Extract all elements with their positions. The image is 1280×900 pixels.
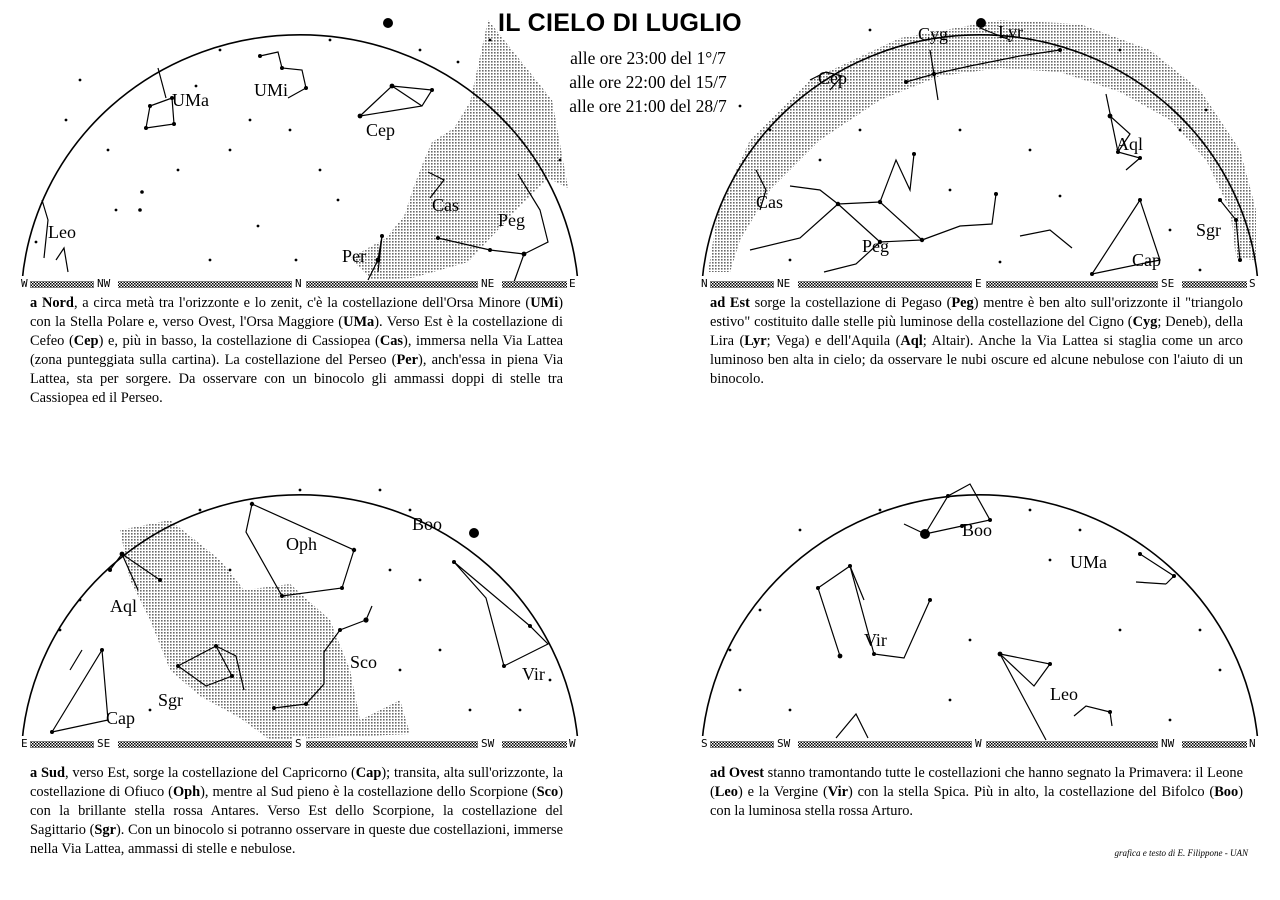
description-bold: Leo	[714, 784, 738, 800]
direction-label: NW	[97, 277, 111, 290]
constellation-lines	[818, 484, 1174, 740]
description-bold: Per	[396, 352, 419, 368]
west-description	[710, 764, 1243, 821]
description-text: ) mentre è ben alto sull'orizzonte il "triangolo estivo" costituito dalle stelle più luminose della costellazione del Cigno (	[710, 295, 1243, 330]
direction-label: S	[1249, 277, 1256, 290]
direction-label: NE	[777, 277, 791, 290]
constellation-label: Cep	[818, 68, 847, 88]
horizon-directions	[20, 736, 579, 750]
description-text: ) con la luminosa stella rossa Arturo.	[710, 784, 1243, 819]
constellation-label: Boo	[412, 514, 443, 534]
description-bold: Lyr	[744, 333, 767, 349]
description-text: ; Altair). Anche la Via Lattea si staglia come un arco luminoso ben alta in cielo; da osservare le nubi oscure ed alcune nebulose con l'aiuto di un binocolo.	[710, 333, 1243, 387]
constellation-label: Sgr	[158, 690, 184, 710]
description-bold: Sco	[536, 784, 559, 800]
constellation-label: Vir	[864, 630, 887, 650]
direction-label: SW	[481, 737, 495, 750]
direction-label: S	[295, 737, 302, 750]
description-text: ), mentre al Sud pieno è la costellazione dello Scorpione (	[200, 784, 537, 800]
description-text: ) e la Vergine (	[737, 784, 828, 800]
credit-line: grafica e testo di E. Filippone - UAN	[1114, 848, 1248, 858]
description-text: sorge la costellazione di Pegaso (	[749, 295, 952, 311]
constellation-label: UMi	[254, 80, 289, 100]
page-title: IL CIELO DI LUGLIO	[498, 9, 742, 37]
description-text: ); transita, alta sull'orizzonte, la costellazione di Ofiuco (	[30, 765, 563, 800]
constellation-label: Aql	[110, 596, 137, 616]
description-bold: Cyg	[1132, 314, 1158, 330]
constellation-label: Sco	[350, 652, 377, 672]
direction-label: W	[975, 737, 982, 750]
constellation-labels	[864, 520, 1107, 704]
direction-label: E	[975, 277, 982, 290]
description-text: ). Con un binocolo si potranno osservare in queste due costellazioni, immerse nella Via Lattea, ammassi di stelle e nebulose.	[30, 822, 564, 857]
south-description	[30, 764, 563, 859]
east-panel	[700, 10, 1260, 290]
constellation-label: Cap	[106, 708, 135, 728]
description-text: ) e, più in basso, la costellazione di Cassiopea (	[98, 333, 380, 349]
description-bold: ad Ovest	[710, 765, 764, 781]
constellation-label: Leo	[48, 222, 76, 242]
description-bold: Boo	[1214, 784, 1239, 800]
description-text: ) con la brillante stella rossa Antares. Verso Est dello Scorpione, la costellazione del Sagittario (	[30, 784, 563, 838]
description-bold: Aql	[900, 333, 923, 349]
description-text: ; Vega) e dell'Aquila (	[766, 333, 901, 349]
description-bold: Cap	[355, 765, 382, 781]
horizon-directions	[700, 736, 1259, 750]
direction-label: SE	[97, 737, 111, 750]
constellation-label: Cep	[366, 120, 395, 140]
north-sky-map	[20, 10, 580, 290]
milky-way	[350, 20, 568, 280]
east-description	[710, 294, 1243, 389]
horizon-directions	[700, 276, 1259, 290]
west-panel	[700, 470, 1260, 750]
constellation-label: Cap	[1132, 250, 1161, 270]
description-text: , verso Est, sorge la costellazione del Capricorno (	[65, 765, 356, 781]
east-sky-map	[700, 10, 1260, 290]
description-text: stanno tramontando tutte le costellazioni che hanno segnato la Primavera: il Leone (	[710, 765, 1243, 800]
description-bold: Oph	[172, 784, 201, 800]
direction-label: N	[1249, 737, 1256, 750]
description-text: ; Deneb), della Lira (	[710, 314, 1243, 349]
constellation-label: Per	[342, 246, 366, 266]
constellation-label: Oph	[286, 534, 317, 554]
constellation-label: Aql	[1116, 134, 1143, 154]
south-panel	[20, 470, 580, 750]
direction-label: W	[569, 737, 576, 750]
description-bold: ad Est	[710, 295, 750, 311]
direction-label: W	[21, 277, 28, 290]
description-text: ). Verso Est è la costellazione di Cefeo (	[30, 314, 563, 349]
description-text: ) con la Stella Polare e, verso Ovest, l'Orsa Maggiore (	[30, 295, 563, 330]
direction-label: NE	[481, 277, 495, 290]
milky-way	[708, 20, 1256, 272]
constellation-label: UMa	[1070, 552, 1107, 572]
direction-label: SE	[1161, 277, 1175, 290]
description-bold: UMi	[530, 295, 559, 311]
description-bold: a Sud	[30, 765, 66, 781]
description-text: ) con la stella Spica. Più in alto, la costellazione del Bifolco (	[848, 784, 1215, 800]
south-sky-map	[20, 470, 580, 750]
time-line-2: alle ore 22:00 del 15/7	[569, 72, 727, 92]
direction-label: S	[701, 737, 708, 750]
constellation-label: UMa	[172, 90, 209, 110]
description-bold: Cas	[379, 333, 404, 349]
horizon-directions	[20, 276, 579, 290]
constellation-label: Leo	[1050, 684, 1078, 704]
direction-label: N	[295, 277, 302, 290]
description-bold: Vir	[827, 784, 849, 800]
description-bold: Sgr	[94, 822, 116, 838]
direction-label: SW	[777, 737, 791, 750]
constellation-label: Peg	[862, 236, 889, 256]
direction-label: E	[21, 737, 28, 750]
time-line-1: alle ore 23:00 del 1°/7	[570, 48, 726, 68]
constellation-label: Vir	[522, 664, 545, 684]
constellation-label: Sgr	[1196, 220, 1222, 240]
west-sky-map	[700, 470, 1260, 750]
constellation-label: Cas	[756, 192, 783, 212]
constellation-label: Cyg	[918, 24, 949, 44]
description-bold: UMa	[343, 314, 375, 330]
constellation-label: Lyr	[998, 22, 1023, 42]
north-description	[30, 294, 563, 408]
constellation-label: Peg	[498, 210, 525, 230]
description-text: , a circa metà tra l'orizzonte e lo zenit, c'è la costellazione dell'Orsa Minore (	[73, 295, 531, 311]
description-bold: Cep	[73, 333, 99, 349]
direction-label: E	[569, 277, 576, 290]
direction-label: NW	[1161, 737, 1175, 750]
description-text: ), immersa nella Via Lattea (zona punteggiata sulla cartina). La costellazione del Perseo (	[30, 333, 563, 368]
constellation-label: Cas	[432, 195, 459, 215]
direction-label: N	[701, 277, 708, 290]
description-text: ), anch'essa in piena Via Lattea, sta per sorgere. Da osservare con un binocolo gli ammassi doppi di stelle tra Cassiopea ed il Perseo.	[30, 352, 563, 406]
constellation-label: Boo	[962, 520, 993, 540]
north-panel	[20, 10, 580, 290]
time-line-3: alle ore 21:00 del 28/7	[569, 96, 727, 116]
description-bold: a Nord	[30, 295, 74, 311]
description-bold: Peg	[951, 295, 974, 311]
